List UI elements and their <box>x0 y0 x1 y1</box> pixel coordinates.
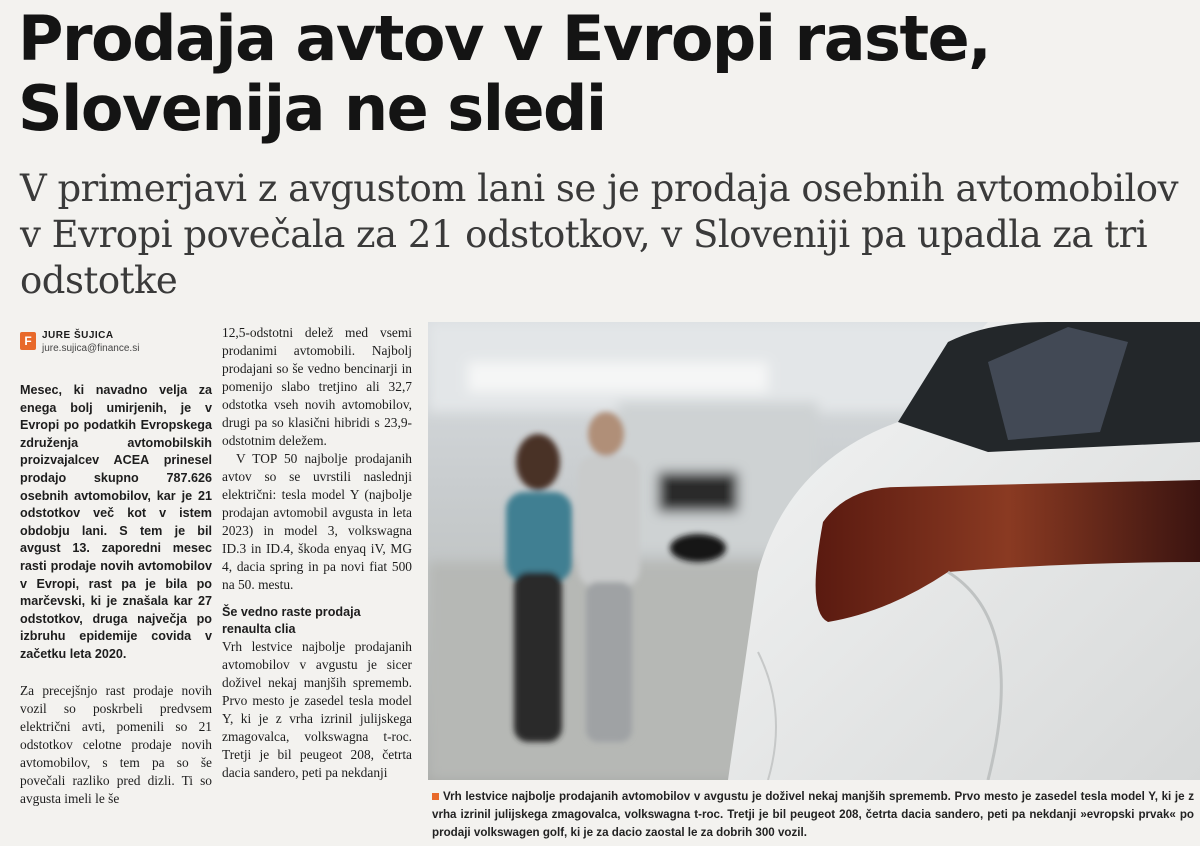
body-paragraph: Za precejšnjo rast prodaje novih vozil so poskrbeli predvsem električni avti, pomenili so 21 odstotkov celotne prodaje novih avtomobilov, s tem pa so še povečali razliko pred dizli. Ti so avgusta imeli le še <box>20 682 212 806</box>
author-email: jure.sujica@finance.si <box>42 343 140 354</box>
photo-illustration <box>428 322 1200 780</box>
section-subheading: Še vedno raste prodaja renaulta clia <box>222 605 361 636</box>
headline: Prodaja avtov v Evropi raste, Slovenija ne sledi <box>18 2 991 145</box>
photo-caption <box>432 788 1194 842</box>
text-column-1 <box>20 382 212 808</box>
text-column-2 <box>222 324 412 782</box>
caption-marker-icon <box>432 793 439 800</box>
byline <box>20 330 220 360</box>
body-paragraph: V TOP 50 najbolje prodajanih avtov so se uvrstili naslednji električni: tesla model Y (najbolje prodajan avtomobil avgusta in leta 2023) in model 3, volkswagna ID.3 in ID.4, škoda enyaq iV, MG 4, dacia spring in pa novi fiat 500 na 50. mestu. <box>222 451 412 592</box>
body-paragraph: 12,5-odstotni delež med vsemi prodanimi avtomobili. Najbolj prodajani so še vedno bencinarji in pomenijo slabo tretjino ali 32,7 odstotka vseh novih avtomobilov, drugi pa so klasični hibridi s 23,9-odstotnim deležem. <box>222 325 412 448</box>
lead-paragraph: Mesec, ki navadno velja za enega bolj umirjenih, je v Evropi po podatkih Evropskega združenja avtomobilskih proizvajalcev ACEA prinesel prodajo skupno 787.626 osebnih avtomobilov, kar je 21 odstotkov več kot v istem obdobju lani. S tem je bil avgust 13. zaporedni mesec rasti prodaje novih avtomobilov v Evropi, rast pa je bila po marčevski, ki je znašala kar 27 odstotkov, druga največja po izbruhu epidemije covida v začetku leta 2020. <box>20 383 212 661</box>
body-paragraph: Vrh lestvice najbolje prodajanih avtomobilov v avgustu je sicer doživel nekaj manjših sprememb. Prvo mesto je zasedel tesla model Y, ki je z vrha izrinil julijskega zmagovalca, volkswagna t-roc. Tretji je bil peugeot 208, četrta dacia sandero, peti pa nekdanji <box>222 639 412 780</box>
publication-logo-icon: F <box>20 332 36 350</box>
article-photo <box>428 322 1200 780</box>
caption-text: Vrh lestvice najbolje prodajanih avtomobilov v avgustu je doživel nekaj manjših sprememb. Prvo mesto je zasedel tesla model Y, ki je z vrha izrinil julijskega zmagovalca, volkswagna t-roc. Tretji je bil peugeot 208, četrta dacia sandero, peti pa nekdanji »evropski prvak« po prodaji volkswagen golf, ki je za dacio zaostal le za dobrih 300 vozil. <box>432 790 1194 839</box>
author-name: JURE ŠUJICA <box>42 330 114 341</box>
subheadline: V primerjavi z avgustom lani se je prodaja osebnih avtomobilov v Evropi povečala za 21 odstotkov, v Sloveniji pa upadla za tri odstotke <box>20 167 1178 302</box>
